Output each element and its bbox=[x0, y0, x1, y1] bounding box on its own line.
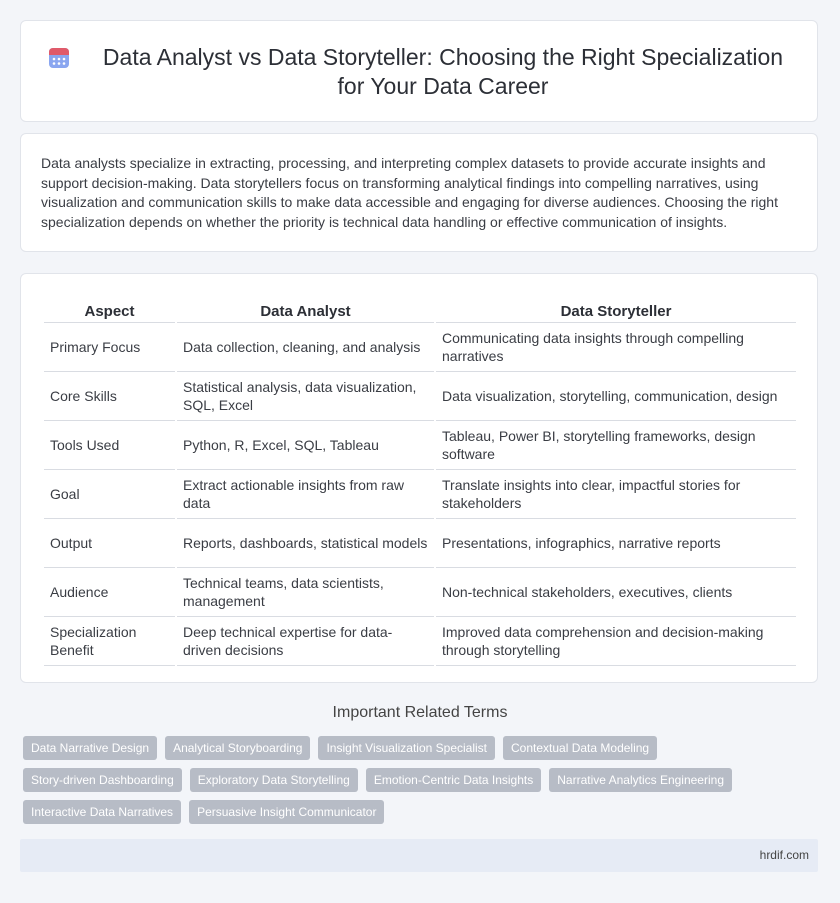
related-terms-heading: Important Related Terms bbox=[332, 704, 508, 721]
header-data-storyteller: Data Storyteller bbox=[436, 294, 796, 323]
aspect-cell: Tools Used bbox=[44, 421, 175, 470]
storyteller-cell: Tableau, Power BI, storytelling frameworks, design software bbox=[436, 421, 796, 470]
table-row bbox=[44, 470, 796, 519]
storyteller-cell: Non-technical stakeholders, executives, clients bbox=[436, 568, 796, 617]
storyteller-cell: Communicating data insights through compelling narratives bbox=[436, 323, 796, 372]
storyteller-cell: Translate insights into clear, impactful stories for stakeholders bbox=[436, 470, 796, 519]
header-data-analyst: Data Analyst bbox=[177, 294, 434, 323]
header-card bbox=[20, 20, 818, 122]
aspect-cell: Output bbox=[44, 519, 175, 568]
analyst-cell: Reports, dashboards, statistical models bbox=[177, 519, 434, 568]
analyst-cell: Statistical analysis, data visualization, SQL, Excel bbox=[177, 372, 434, 421]
related-term-tag[interactable]: Data Narrative Design bbox=[23, 736, 157, 760]
related-term-tag[interactable]: Insight Visualization Specialist bbox=[318, 736, 495, 760]
header-aspect: Aspect bbox=[44, 294, 175, 323]
related-term-tag[interactable]: Emotion-Centric Data Insights bbox=[366, 768, 541, 792]
table-row bbox=[44, 519, 796, 568]
table-header-row bbox=[44, 294, 796, 323]
comparison-table bbox=[42, 294, 798, 666]
analyst-cell: Data collection, cleaning, and analysis bbox=[177, 323, 434, 372]
intro-paragraph: Data analysts specialize in extracting, processing, and interpreting complex datasets to provide accurate insights and support decision-making. Data storytellers focus on transforming analytical findings into compelling narratives, using visualization and communication skills to make data accessible and engaging for diverse audiences. Choosing the right specialization depends on whether the priority is technical data handling or effective communication of insights. bbox=[41, 155, 778, 230]
analyst-cell: Extract actionable insights from raw data bbox=[177, 470, 434, 519]
aspect-cell: Goal bbox=[44, 470, 175, 519]
comparison-card bbox=[20, 273, 818, 683]
storyteller-cell: Presentations, infographics, narrative reports bbox=[436, 519, 796, 568]
table-row bbox=[44, 568, 796, 617]
table-row bbox=[44, 323, 796, 372]
site-credit[interactable]: hrdif.com bbox=[759, 848, 809, 862]
analyst-cell: Deep technical expertise for data-driven decisions bbox=[177, 617, 434, 666]
table-row bbox=[44, 372, 796, 421]
related-terms-tags bbox=[23, 736, 823, 824]
related-term-tag[interactable]: Persuasive Insight Communicator bbox=[189, 800, 384, 824]
related-term-tag[interactable]: Interactive Data Narratives bbox=[23, 800, 181, 824]
storyteller-cell: Data visualization, storytelling, communication, design bbox=[436, 372, 796, 421]
page-title: Data Analyst vs Data Storyteller: Choosing the Right Specialization for Your Data Career bbox=[102, 44, 784, 99]
related-term-tag[interactable]: Analytical Storyboarding bbox=[165, 736, 310, 760]
footer-bar bbox=[20, 839, 818, 872]
table-row bbox=[44, 421, 796, 470]
aspect-cell: Specialization Benefit bbox=[44, 617, 175, 666]
storyteller-cell: Improved data comprehension and decision-making through storytelling bbox=[436, 617, 796, 666]
related-term-tag[interactable]: Narrative Analytics Engineering bbox=[549, 768, 732, 792]
table-row bbox=[44, 617, 796, 666]
analyst-cell: Technical teams, data scientists, management bbox=[177, 568, 434, 617]
analyst-cell: Python, R, Excel, SQL, Tableau bbox=[177, 421, 434, 470]
aspect-cell: Audience bbox=[44, 568, 175, 617]
aspect-cell: Primary Focus bbox=[44, 323, 175, 372]
related-term-tag[interactable]: Contextual Data Modeling bbox=[503, 736, 657, 760]
related-term-tag[interactable]: Exploratory Data Storytelling bbox=[190, 768, 358, 792]
intro-card bbox=[20, 133, 818, 252]
aspect-cell: Core Skills bbox=[44, 372, 175, 421]
related-term-tag[interactable]: Story-driven Dashboarding bbox=[23, 768, 182, 792]
